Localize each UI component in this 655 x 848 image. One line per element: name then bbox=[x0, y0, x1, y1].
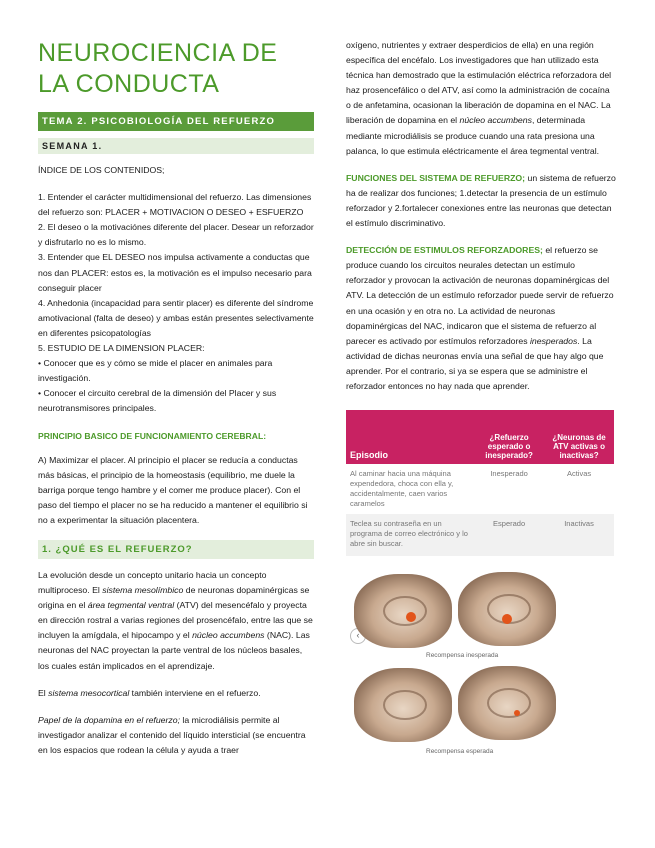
indice-title: ÍNDICE DE LOS CONTENIDOS; bbox=[38, 165, 165, 175]
refuerzo-paragraph: La evolución desde un concepto unitario hacia un concepto multiproceso. El sistema mesolímbico de neuronas dopaminérgicas se origina en el área tegmental ventral (ATV) del mesencéfalo y proyecta en dirección rostral a varias regiones del prosencéfalo, entre las que se incluyen la amígdala, el hipocampo y el núcleo accumbens (NAC). Las neuronas del NAC proyectan la parte ventral de los núcleos basales, los cuales están implicados en el aprendizaje. bbox=[38, 569, 313, 671]
table-row bbox=[346, 464, 614, 514]
left-column bbox=[38, 38, 314, 758]
caption-esperada: Recompensa esperada bbox=[426, 748, 494, 756]
indice-list bbox=[38, 190, 314, 416]
indice-item: • Conocer que es y cómo se mide el placer en animales para investigación. bbox=[38, 358, 273, 384]
activation-spot bbox=[502, 614, 512, 624]
indice-item: • Conocer el circuito cerebral de la dimensión del Placer y sus neurotransmisores principales. bbox=[38, 388, 277, 414]
table-cell: Esperado bbox=[493, 519, 526, 529]
table-header-cell: ¿Neuronas de ATV activas o inactivas? bbox=[552, 433, 606, 461]
table-header-cell: Episodio bbox=[350, 450, 388, 461]
table-cell: Inesperado bbox=[490, 469, 528, 479]
microdialisis-paragraph: oxígeno, nutrientes y extraer desperdicios de ella) en una región específica del encéfalo. Los investigadores que han utilizado esta técnica han demostrado que la estimulación eléctrica reforzadora del haz prosencefálico o del ATV, así como la administración de cocaína o de anfetamina, ocasionan la liberación de dopamina en el NAC. La liberación de dopamina en el núcleo accumbens, determinada mediante microdiálisis se produce cuando una rata presiona una palanca, lo que estimula eléctricamente el área tegmental ventral. bbox=[346, 40, 612, 156]
right-column bbox=[346, 38, 616, 770]
tema-heading: TEMA 2. PSICOBIOLOGÍA DEL REFUERZO bbox=[38, 112, 314, 131]
dopamina-paragraph: Papel de la dopamina en el refuerzo; la microdiálisis permite al investigador analizar el contenido del líquido intersticial (se encuentra en los espacios que rodean la célula y ayuda a traer bbox=[38, 714, 306, 755]
table-header-cell: ¿Refuerzo esperado o inesperado? bbox=[485, 433, 533, 461]
table-cell: Inactivas bbox=[564, 519, 594, 529]
brain-scan-figure bbox=[346, 570, 614, 770]
section-1-heading: 1. ¿QUÉ ES EL REFUERZO? bbox=[38, 540, 314, 559]
principio-heading: PRINCIPIO BASICO DE FUNCIONAMIENTO CEREBRAL: bbox=[38, 430, 267, 441]
funciones-paragraph: FUNCIONES DEL SISTEMA DE REFUERZO; un sistema de refuerzo ha de realizar dos funciones; 1.detectar la presencia de un estímulo reforzador y 2.fortalecer conexiones entre las neuronas que detectan el estímulo discriminativo. bbox=[346, 172, 616, 229]
table-header bbox=[346, 410, 614, 464]
principio-text: A) Maximizar el placer. Al principio el placer se reducía a conductas más básicas, el principio de la homeostasis (equilibrio, me duele la barriga porque tengo hambre y el comer me produce placer). Con el paso del tiempo el placer no se ha reducido a mantener el equilibrio si no a experimentar la situación placentera. bbox=[38, 454, 308, 525]
refuerzo-table bbox=[346, 410, 614, 556]
table-row bbox=[346, 514, 614, 556]
indice-item: 5. ESTUDIO DE LA DIMENSION PLACER: bbox=[38, 343, 205, 354]
deteccion-paragraph: DETECCIÓN DE ESTIMULOS REFORZADORES; el refuerzo se produce cuando los circuitos neurales detectan un estímulo reforzador y provocan la activación de neuronas dopaminérgicas del ATV. La detección de un estímulo reforzador puede servir de refuerzo en una ocasión y en otra no. La actividad de neuronas dopaminérgicas del NAC, indicaron que el sistema de refuerzo al parecer es activado por estímulos reforzadores inesperados. La actividad de dichas neuronas envía una señal de que hay algo que aprender. Por el contrario, si ya se espera que se administre el reforzador entonces no hay nada que aprender. bbox=[346, 245, 614, 391]
indice-item: 4. Anhedonia (incapacidad para sentir placer) es diferente del síndrome amotivacional (falta de deseo) y ambas están presentes selectivamente en diferentes psicopatologías bbox=[38, 297, 314, 338]
caption-inesperada: Recompensa inesperada bbox=[426, 652, 499, 660]
semana-heading: SEMANA 1. bbox=[38, 138, 314, 154]
brain-scan-image bbox=[354, 574, 452, 648]
table-cell: Al caminar hacia una máquina expendedora, choca con ella y, accidentalmente, caen varios caramelos bbox=[350, 469, 454, 509]
indice-item: 1. Entender el carácter multidimensional del refuerzo. Las dimensiones del refuerzo son: PLACER + MOTIVACION O DESEO + ESFUERZO bbox=[38, 192, 312, 218]
table-cell: Teclea su contraseña en un programa de correo electrónico y lo abre sin buscar. bbox=[350, 519, 468, 549]
chevron-left-icon[interactable]: ‹ bbox=[350, 628, 366, 644]
activation-spot bbox=[406, 612, 416, 622]
mesocortical-paragraph: El sistema mesocortical también interviene en el refuerzo. bbox=[38, 687, 261, 698]
table-cell: Activas bbox=[566, 469, 592, 479]
indice-item: 2. El deseo o la motivaciónes diferente del placer. Desear un reforzador y disfrutarlo no es lo mismo. bbox=[38, 222, 314, 248]
brain-scan-image bbox=[458, 666, 556, 740]
brain-scan-image bbox=[458, 572, 556, 646]
indice-item: 3. Entender que EL DESEO nos impulsa activamente a conductas que nos dan PLACER: estos es, la motivación es el impulso necesario para conseguir placer bbox=[38, 252, 312, 293]
brain-scan-image bbox=[354, 668, 452, 742]
page-title: NEUROCIENCIA DE LA CONDUCTA bbox=[38, 39, 278, 98]
